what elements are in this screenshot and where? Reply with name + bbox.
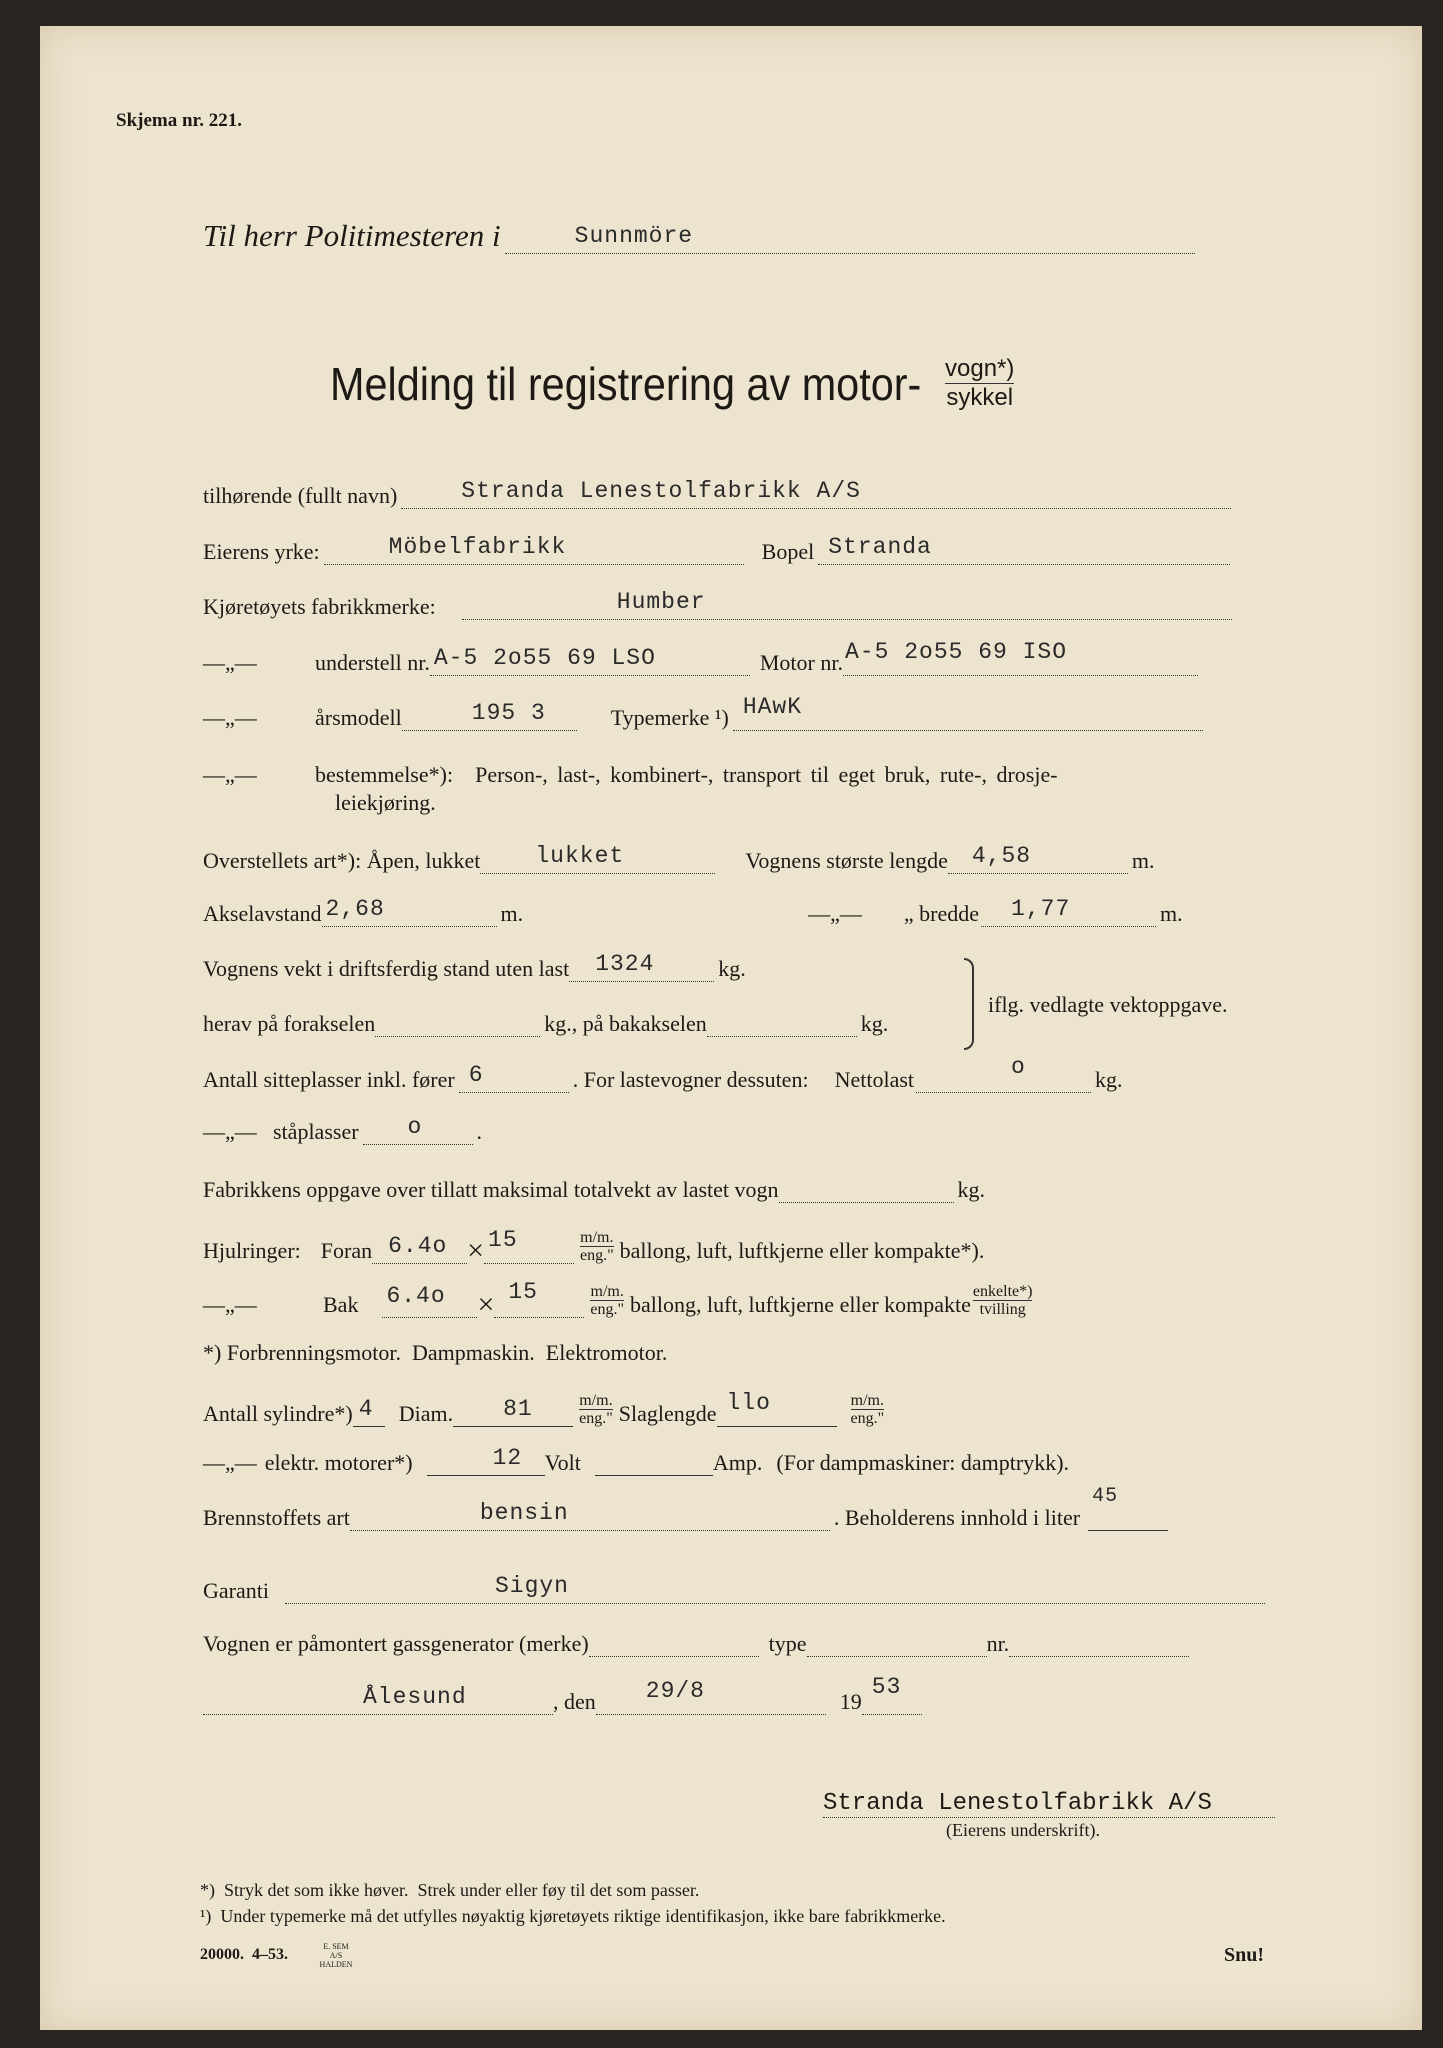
rear-tires-row: —„— Bak 6.4o × 15 $\frac{m/m.}{\text{eng."}}$ ballong, luft, luftkjerne eller kompakte $\frac{\text{enkelte*)}}{\text{tvilling}}$ — [203, 1279, 1033, 1321]
owner-field: Stranda Lenestolfabrikk A/S — [401, 482, 1231, 509]
width-field: 1,77 — [981, 900, 1156, 927]
diameter-field: 81 — [453, 1400, 573, 1427]
type-field: HAwK — [733, 704, 1203, 731]
standing-field: o — [363, 1118, 473, 1145]
owner-row: tilhørende (fullt navn) Stranda Lenestolfabrikk A/S — [203, 482, 1275, 509]
axle-weight-row: herav på forakselen kg., på bakakselen kg. — [203, 1011, 889, 1036]
brace — [964, 958, 974, 1050]
weight-note: iflg. vedlagte vektoppgave. — [988, 992, 1228, 1017]
tank-field: 45 — [1088, 1504, 1168, 1531]
rear-tire-width-field: 6.4o — [382, 1291, 477, 1318]
date-field: 29/8 — [596, 1688, 826, 1715]
standing-row: —„— ståplasser o . — [203, 1114, 483, 1144]
year-field: 53 — [862, 1688, 922, 1715]
place-field: Ålesund — [203, 1688, 553, 1715]
length-field: 4,58 — [948, 847, 1128, 874]
owner-signature: Stranda Lenestolfabrikk A/S — [823, 1790, 1275, 1818]
net-load-field: o — [916, 1066, 1091, 1093]
fuel-row: Brennstoffets art bensin . Beholderens innhold i liter 45 — [203, 1504, 1275, 1531]
signature-label: (Eierens underskrift). — [946, 1820, 1100, 1840]
turn-over-note: Snu! — [1224, 1944, 1265, 1966]
chassis-field: A-5 2o55 69 LSO — [430, 649, 750, 676]
front-tire-width-field: 6.4o — [372, 1237, 467, 1264]
fuel-field: bensin — [350, 1504, 830, 1531]
stroke-field: llo — [717, 1400, 837, 1427]
form-number: Skjema nr. 221. — [116, 110, 242, 131]
max-weight-row: Fabrikkens oppgave over tillatt maksimal totalvekt av lastet vogn kg. — [203, 1177, 986, 1202]
body-field: lukket — [480, 847, 715, 874]
front-tires-row: Hjulringer: Foran 6.4o × 15 $\frac{m/m.}{\text{eng."}}$ ballong, luft, luftkjerne eller kompakte*). — [203, 1227, 985, 1267]
seats-field: 6 — [459, 1066, 569, 1093]
cylinders-field: 4 — [353, 1400, 385, 1427]
footnote-1: *) Stryk det som ikke høver. Strek under eller føy til det som passer. — [200, 1880, 700, 1900]
volt-field: 12 — [427, 1449, 545, 1476]
rear-tire-rim-field: 15 — [494, 1291, 584, 1318]
front-tire-rim-field: 15 — [484, 1237, 574, 1264]
guarantee-field: Sigyn — [285, 1577, 1265, 1604]
place-date-row: Ålesund , den 29/8 19 53 — [203, 1688, 1275, 1715]
model-year-field: 195 3 — [402, 704, 577, 731]
make-field: Humber — [462, 593, 1232, 620]
wheelbase-row: Akselavstand 2,68 m. —„— „ bredde 1,77 m. — [203, 896, 1183, 926]
cylinders-row: Antall sylindre*) 4 Diam. 81 $\frac{m/m.}{\text{eng."}}$ Slaglengde llo $\frac{m/m.}{\text{eng."}}$ — [203, 1390, 885, 1427]
model-row: —„— årsmodell 195 3 Typemerke ¹) HAwK — [203, 704, 1275, 731]
district-field: Sunnmöre — [505, 227, 1195, 254]
make-row: Kjøretøyets fabrikkmerke: Humber — [203, 593, 1275, 620]
amp-field — [595, 1449, 713, 1476]
guarantee-row: Garanti Sigyn — [203, 1577, 1275, 1604]
addressee-row — [203, 218, 1275, 254]
occupation-row: Eierens yrke: Möbelfabrikk Bopel Stranda — [203, 538, 1275, 565]
printer-imprint: E. SEM A/S HALDEN — [319, 1942, 353, 1969]
chassis-row: —„— understell nr. A-5 2o55 69 LSO Motor nr. A-5 2o55 69 ISO — [203, 649, 1275, 676]
gas-type-field — [807, 1630, 987, 1657]
motor-field: A-5 2o55 69 ISO — [843, 649, 1198, 676]
rear-axle-field — [707, 1010, 857, 1037]
body-row: Overstellets art*): Åpen, lukket lukket Vognens største lengde 4,58 m. — [203, 843, 1155, 873]
wheelbase-field: 2,68 — [322, 900, 497, 927]
occupation-field: Möbelfabrikk — [324, 538, 744, 565]
addressee-label: Til herr Politimesteren i — [203, 218, 501, 253]
print-code: 20000. 4–53. — [200, 1946, 288, 1963]
gas-make-field — [589, 1630, 759, 1657]
front-axle-field — [375, 1010, 540, 1037]
max-weight-field — [779, 1176, 954, 1203]
weight-row: Vognens vekt i driftsferdig stand uten last 1324 kg. — [203, 951, 746, 981]
footnote-2: ¹) Under typemerke må det utfylles nøyaktig kjøretøyets riktige identifikasjon, ikke bare fabrikkmerke. — [200, 1906, 946, 1926]
page-title: Melding til registrering av motor- $\frac{\text{vogn*)}}{\text{sykkel}}$ — [330, 355, 1015, 411]
gas-generator-row: Vognen er påmontert gassgenerator (merke) type nr. — [203, 1630, 1275, 1657]
weight-field: 1324 — [569, 955, 714, 982]
engines-row: *) Forbrenningsmotor. Dampmaskin. Elektromotor. — [203, 1340, 668, 1365]
gas-nr-field — [1009, 1630, 1189, 1657]
seats-row: Antall sitteplasser inkl. fører 6 . For lastevogner dessuten: Nettolast o kg. — [203, 1054, 1123, 1092]
purpose-row: —„— bestemmelse*): Person-, last-, kombinert-, transport til eget bruk, rute-, drosje- — [203, 762, 1058, 787]
purpose-row-2: leiekjøring. — [335, 790, 436, 815]
electric-row: —„— elektr. motorer*) 12 Volt Amp. (For dampmaskiner: damptrykk). — [203, 1445, 1070, 1475]
residence-field: Stranda — [818, 538, 1230, 565]
